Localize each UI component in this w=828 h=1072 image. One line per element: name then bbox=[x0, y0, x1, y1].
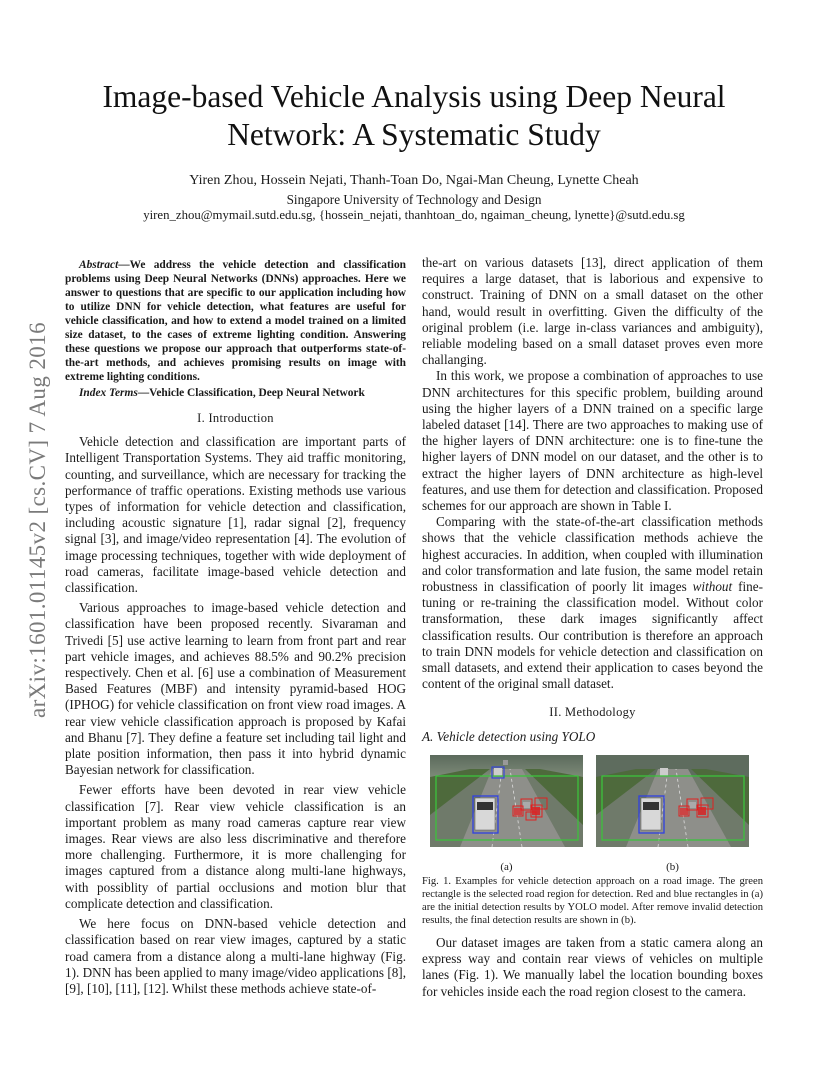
paper-title bbox=[60, 78, 768, 154]
figure-1a-image bbox=[430, 755, 583, 847]
right-column bbox=[422, 255, 763, 1000]
index-terms bbox=[65, 386, 406, 400]
title-line-1: Image-based Vehicle Analysis using Deep Neural bbox=[102, 79, 726, 114]
figure-1b-image bbox=[596, 755, 749, 847]
subsection-heading-yolo: A. Vehicle detection using YOLO bbox=[422, 728, 596, 744]
arxiv-stamp bbox=[18, 280, 58, 760]
left-column bbox=[65, 258, 406, 997]
intro-paragraph-3: Fewer efforts have been devoted in rear view vehicle classification [7]. Rear view vehicle classification is an important problem as many road cameras capture rear view images. Rear views are also less discriminative and therefore more challenging. Furthermore, it is more challenging for images captured from a distance along multi-lane highways, with possiblity of partial occlusions and motion blur that complicate detection and classification. bbox=[65, 782, 406, 911]
figure-1 bbox=[422, 755, 763, 859]
author-list: Yiren Zhou, Hossein Nejati, Thanh-Toan Do, Ngai-Man Cheung, Lynette Cheah bbox=[189, 173, 639, 188]
section-heading-methodology: II. Methodology bbox=[549, 705, 636, 720]
author-emails: yiren_zhou@mymail.sutd.edu.sg, {hossein_nejati, thanhtoan_do, ngaiman_cheung, lynette}@sutd.edu.sg bbox=[143, 208, 685, 222]
intro-paragraph-4: We here focus on DNN-based vehicle detection and classification based on rear view images, captured by a static road camera from a distance along a multi-lane highway (Fig. 1). DNN has been applied to many image/video applications [8], [9], [10], [11], [12]. Whilst these methods achieve state-of- bbox=[65, 916, 406, 996]
intro-paragraph-1: Vehicle detection and classification are important parts of Intelligent Transportation Systems. They aid traffic monitoring, counting, and surveillance, which are necessary for tracking the performance of traffic operations. Existing methods use various types of information for vehicle detection and classification, including acoustic signature [1], radar signal [2], frequency signal [3], and image/video representation [4]. The evolution of image processing techniques, together with wide deployment of road cameras, facilitate image-based vehicle detection and classification. bbox=[65, 434, 406, 596]
title-line-2: Network: A Systematic Study bbox=[227, 117, 601, 152]
arxiv-stamp-text: arXiv:1601.01145v2 [cs.CV] 7 Aug 2016 bbox=[25, 322, 50, 718]
right-paragraph-3-part-2: fine-tuning or re-training the classification model. Without color transformation, these dark images significantly affect classification results. Our contribution is therefore an approach to train DNN models for vehicle detection and classification on small datasets, and extend their application to cases beyond the content of the original small dataset. bbox=[422, 579, 763, 692]
intro-paragraph-2: Various approaches to image-based vehicle detection and classification have been proposed recently. Sivaraman and Trivedi [5] use active learning to learn from front part and rear part vehicle images, and achieves 88.5% and 90.2% precision respectively. Chen et al. [6] use a combination of Measurement Based Features (MBF) and intensity pyramid-based HOG (IPHOG) for vehicle classification on front view road images. A rear view vehicle classification approach is proposed by Kafai and Bhanu [7]. They define a feature set including tail light and plate position information, then pass it into hybrid dynamic Bayesian network for classification. bbox=[65, 600, 406, 778]
figure-1-labels bbox=[422, 859, 763, 873]
right-paragraph-4: Our dataset images are taken from a static camera along an express way and contain rear views of vehicles on multiple lanes (Fig. 1). We manually label the location bounding boxes for vehicles inside each the road region closest to the camera. bbox=[422, 934, 763, 999]
figure-1b-label: (b) bbox=[666, 860, 679, 873]
right-paragraph-3-part-1: Comparing with the state-of-the-art classification methods shows that the vehicle classification methods achieve the highest accuracies. In addition, when coupled with illumination and color transformation and late fusion, the same model retain robustness in classification of poorly lit images bbox=[422, 514, 763, 595]
right-paragraph-1: the-art on various datasets [13], direct application of them requires a large dataset, that is laborious and expensive to construct. Training of DNN on a small dataset on the other hand, would result in overfitting. Given the difficulty of the original problem (i.e. large in-class variances and ambiguity), reliable modeling based on a small dataset proves even more challanging. bbox=[422, 255, 763, 368]
abstract-text: —We address the vehicle detection and classification problems using Deep Neural Networks (DNNs) approaches. Here we answer to questions that are specific to our application including how to utilize DNN for vehicle detection, what features are useful for vehicle classification, and how to extend a model trained on a limited size dataset, to the cases of extreme lighting condition. Answering these questions we propose our approach that outperforms state-of-the-art methods, and achieves promising results on image with extreme lighting conditions. bbox=[65, 259, 406, 383]
figure-1a-label: (a) bbox=[500, 860, 513, 873]
right-paragraph-2: In this work, we propose a combination of approaches to use DNN architectures for this specific problem, building around using the higher layers of a DNN trained on a specific large labeled dataset [14]. There are two approaches to making use of the higher layers of DNN architecture: one is to fine-tune the higher layers of DNN model on our dataset, and the other is to extract the higher layers of DNN architecture as high-level features, and use them for detection and classification. Proposed schemes for our approach are shown in Table I. bbox=[422, 368, 763, 514]
index-terms-text: —Vehicle Classification, Deep Neural Network bbox=[137, 387, 365, 399]
abstract bbox=[65, 258, 406, 384]
right-paragraph-3-italic: without bbox=[692, 579, 733, 595]
abstract-label: Abstract bbox=[79, 259, 119, 271]
section-heading-introduction: I. Introduction bbox=[197, 411, 274, 425]
right-paragraph-3 bbox=[422, 514, 763, 692]
affiliation: Singapore University of Technology and Design bbox=[286, 192, 542, 207]
index-terms-label: Index Terms bbox=[79, 387, 138, 399]
figure-1-caption: Fig. 1. Examples for vehicle detection approach on a road image. The green rectangle is the selected road region for detection. Red and blue rectangles in (a) are the initial detection results by YOLO model. After remove invalid detection results, the final detection results are shown in (b). bbox=[422, 875, 763, 926]
